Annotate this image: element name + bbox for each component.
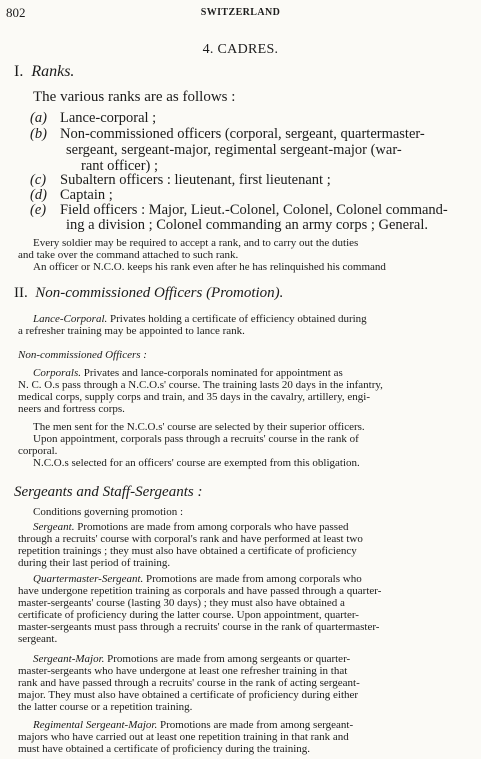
paragraph-line: during their last period of training. <box>18 557 171 569</box>
run-in-heading: Sergeant-Major. <box>33 653 105 665</box>
item-label: (c) <box>30 172 47 188</box>
paragraph-line: medical corps, supply corps and train, and 35 days in the cavalry, artillery, engi- <box>18 391 370 403</box>
paragraph-line: master-sergeants' course (lasting 30 days) ; they must also have obtained a <box>18 597 345 609</box>
run-in-heading: Corporals. <box>33 367 81 379</box>
paragraph-line: N.C.O.s selected for an officers' course are exempted from this obligation. <box>33 457 360 469</box>
paragraph-line: and take over the command attached to such rank. <box>18 249 239 261</box>
item-text: Field officers : Major, Lieut.-Colonel, Colonel, Colonel command- <box>60 202 448 218</box>
paragraph-line: repetition trainings ; they must also have obtained a certificate of proficiency <box>18 545 357 557</box>
subheading-nco: Non-commissioned Officers : <box>18 349 147 361</box>
section-title: Ranks. <box>31 63 75 80</box>
section-heading-nco-promotion <box>14 285 283 302</box>
paragraph-line: must have obtained a certificate of proficiency during the training. <box>18 743 310 755</box>
item-text: Subaltern officers : lieutenant, first lieutenant ; <box>60 172 331 188</box>
paragraph-text: Promotions are made from among sergeant- <box>157 719 354 731</box>
item-label: (a) <box>30 110 47 126</box>
item-text: Lance-corporal ; <box>60 110 157 126</box>
item-label: (d) <box>30 187 47 203</box>
run-in-heading: Quartermaster-Sergeant. <box>33 573 144 585</box>
running-head: SWITZERLAND <box>200 7 281 18</box>
paragraph-line: through a recruits' course with corporal's rank and have performed at least two <box>18 533 363 545</box>
section-number: I. <box>14 63 24 80</box>
paragraph-line: sergeant. <box>18 633 58 645</box>
paragraph-line: Conditions governing promotion : <box>33 506 184 518</box>
paragraph-line: master-sergeants who have undergone at least one refresher training in that <box>18 665 348 677</box>
paragraph-text: Promotions are made from among corporals who <box>143 573 362 585</box>
paragraph-text: Privates holding a certificate of efficiency obtained during <box>107 313 367 325</box>
paragraph-line: An officer or N.C.O. keeps his rank even after he has relinquished his command <box>33 261 386 273</box>
paragraph-line: certificate of proficiency during the latter course. Upon appointment, quarter- <box>18 609 359 621</box>
paragraph-line <box>33 367 343 379</box>
rank-item-b <box>30 126 425 143</box>
paragraph-line: Every soldier may be required to accept a rank, and to carry out the duties <box>33 237 359 249</box>
paragraph-line <box>33 521 348 533</box>
paragraph-line: neers and fortress corps. <box>18 403 125 415</box>
paragraph-line: rank and have passed through a recruits' course in the rank of acting sergeant- <box>18 677 360 689</box>
paragraph-line: The men sent for the N.C.O.s' course are selected by their superior officers. <box>33 421 365 433</box>
rank-item-b-cont1: sergeant, sergeant-major, regimental sergeant-major (war- <box>66 142 402 158</box>
paragraph-line <box>33 653 350 665</box>
paragraph-line: master-sergeants must pass through a recruits' course in the rank of quartermaster- <box>18 621 380 633</box>
item-label: (e) <box>30 202 47 218</box>
paragraph-line: have undergone repetition training as corporals and have passed through a quarter- <box>18 585 382 597</box>
section-number: II. <box>14 285 28 301</box>
paragraph-text: Promotions are made from among corporals who have passed <box>74 521 349 533</box>
paragraph-line: majors who have carried out at least one repetition training in that rank and <box>18 731 349 743</box>
rank-item-a <box>30 110 156 127</box>
item-text: Non-commissioned officers (corporal, sergeant, quartermaster- <box>60 126 425 142</box>
ranks-intro: The various ranks are as follows : <box>33 89 236 105</box>
paragraph-line: major. They must also have obtained a certificate of proficiency during either <box>18 689 359 701</box>
run-in-heading: Lance-Corporal. <box>33 313 108 325</box>
paragraph-line <box>33 719 353 731</box>
run-in-heading: Regimental Sergeant-Major. <box>33 719 158 731</box>
section-title: Non-commissioned Officers (Promotion). <box>35 285 284 301</box>
section-heading-ranks <box>14 63 74 81</box>
item-text: Captain ; <box>60 187 113 203</box>
page-number: 802 <box>6 5 26 20</box>
paragraph-line: Upon appointment, corporals pass through a recruits' course in the rank of <box>33 433 359 445</box>
paragraph-line: a refresher training may be appointed to lance rank. <box>18 325 245 337</box>
item-label: (b) <box>30 126 47 142</box>
paragraph-text: Privates and lance-corporals nominated for appointment as <box>81 367 343 379</box>
rank-item-b-cont2: rant officer) ; <box>81 158 159 174</box>
paragraph-text: Promotions are made from among sergeants or quarter- <box>104 653 351 665</box>
run-in-heading: Sergeant. <box>33 521 75 533</box>
paragraph-line: corporal. <box>18 445 58 457</box>
rank-item-e-cont1: ing a division ; Colonel commanding an army corps ; General. <box>66 217 429 233</box>
paragraph-line: the latter course or a repetition training. <box>18 701 193 713</box>
paragraph-line: N. C. O.s pass through a N.C.O.s' course. The training lasts 20 days in the infantry, <box>18 379 383 391</box>
paragraph-line <box>33 573 362 585</box>
paragraph-line <box>33 313 367 325</box>
chapter-heading: 4. CADRES. <box>202 42 279 57</box>
section-heading-sergeants: Sergeants and Staff-Sergeants : <box>14 484 203 500</box>
